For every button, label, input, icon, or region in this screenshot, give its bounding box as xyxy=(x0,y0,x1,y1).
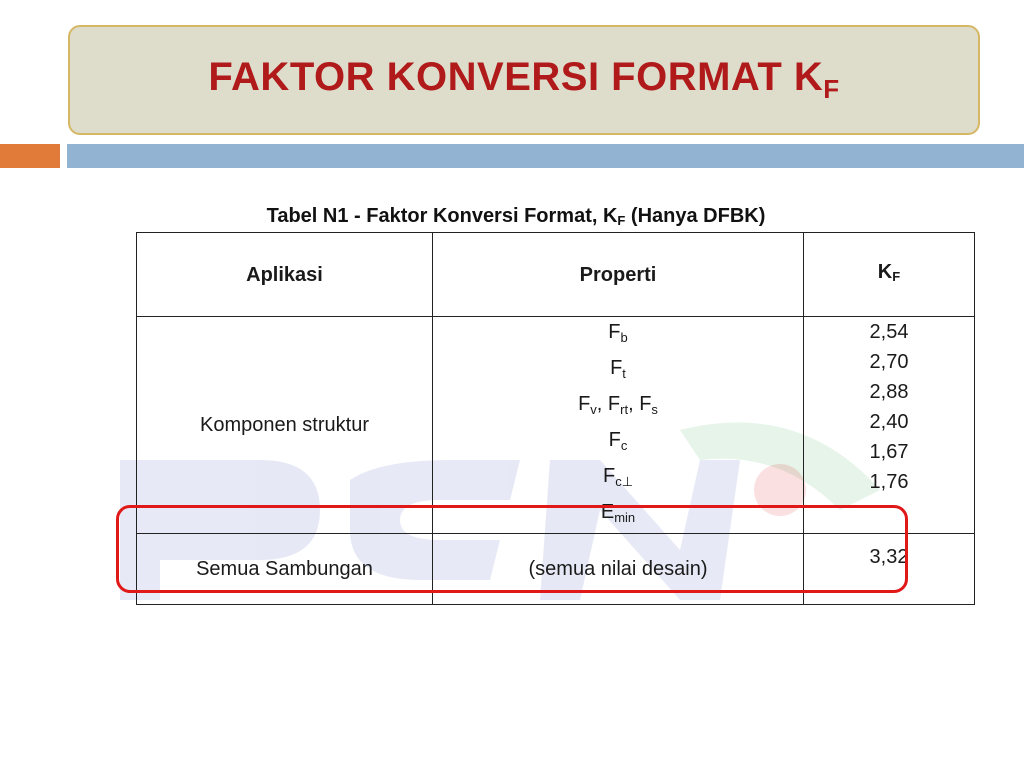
kf-value: 2,88 xyxy=(869,381,909,403)
kf-value: 2,70 xyxy=(869,351,909,373)
property-fc: $F_c$ xyxy=(608,429,628,453)
cell-kf xyxy=(804,317,975,534)
slide-title: FAKTOR KONVERSI FORMAT $K_F$ xyxy=(208,55,840,104)
title-banner xyxy=(68,25,980,135)
cell-properti: (semua nilai desain) xyxy=(433,534,804,605)
cell-kf: 3,32 xyxy=(804,534,975,605)
highlight-box xyxy=(116,505,908,593)
table-header-row xyxy=(137,233,975,317)
cell-aplikasi: Komponen struktur xyxy=(137,317,433,534)
kf-value: 1,76 xyxy=(869,471,909,493)
kf-value: 2,40 xyxy=(869,411,909,433)
cell-aplikasi: Semua Sambungan xyxy=(137,534,433,605)
property-fb: $F_b$ xyxy=(608,321,628,345)
property-fv-frt-fs: $F_v$, $F_{rt}$, $F_s$ xyxy=(578,393,658,417)
property-fc-perp: $F_{c\perp}$ xyxy=(602,465,634,489)
property-ft: $F_t$ xyxy=(610,357,626,381)
property-emin: $E_{min}$ xyxy=(600,501,636,525)
kf-value: 1,67 xyxy=(869,441,909,463)
cell-properti xyxy=(433,317,804,534)
kf-value: 2,54 xyxy=(869,321,909,343)
table-row xyxy=(137,317,975,534)
header-kf: $K_F$ xyxy=(804,233,975,317)
accent-bar-orange xyxy=(0,144,60,168)
accent-bar-blue xyxy=(67,144,1024,168)
header-properti: Properti xyxy=(433,233,804,317)
header-aplikasi: Aplikasi xyxy=(137,233,433,317)
table-caption: Tabel N1 - Faktor Konversi Format, $K_F$ (Hanya DFBK) xyxy=(266,205,766,228)
